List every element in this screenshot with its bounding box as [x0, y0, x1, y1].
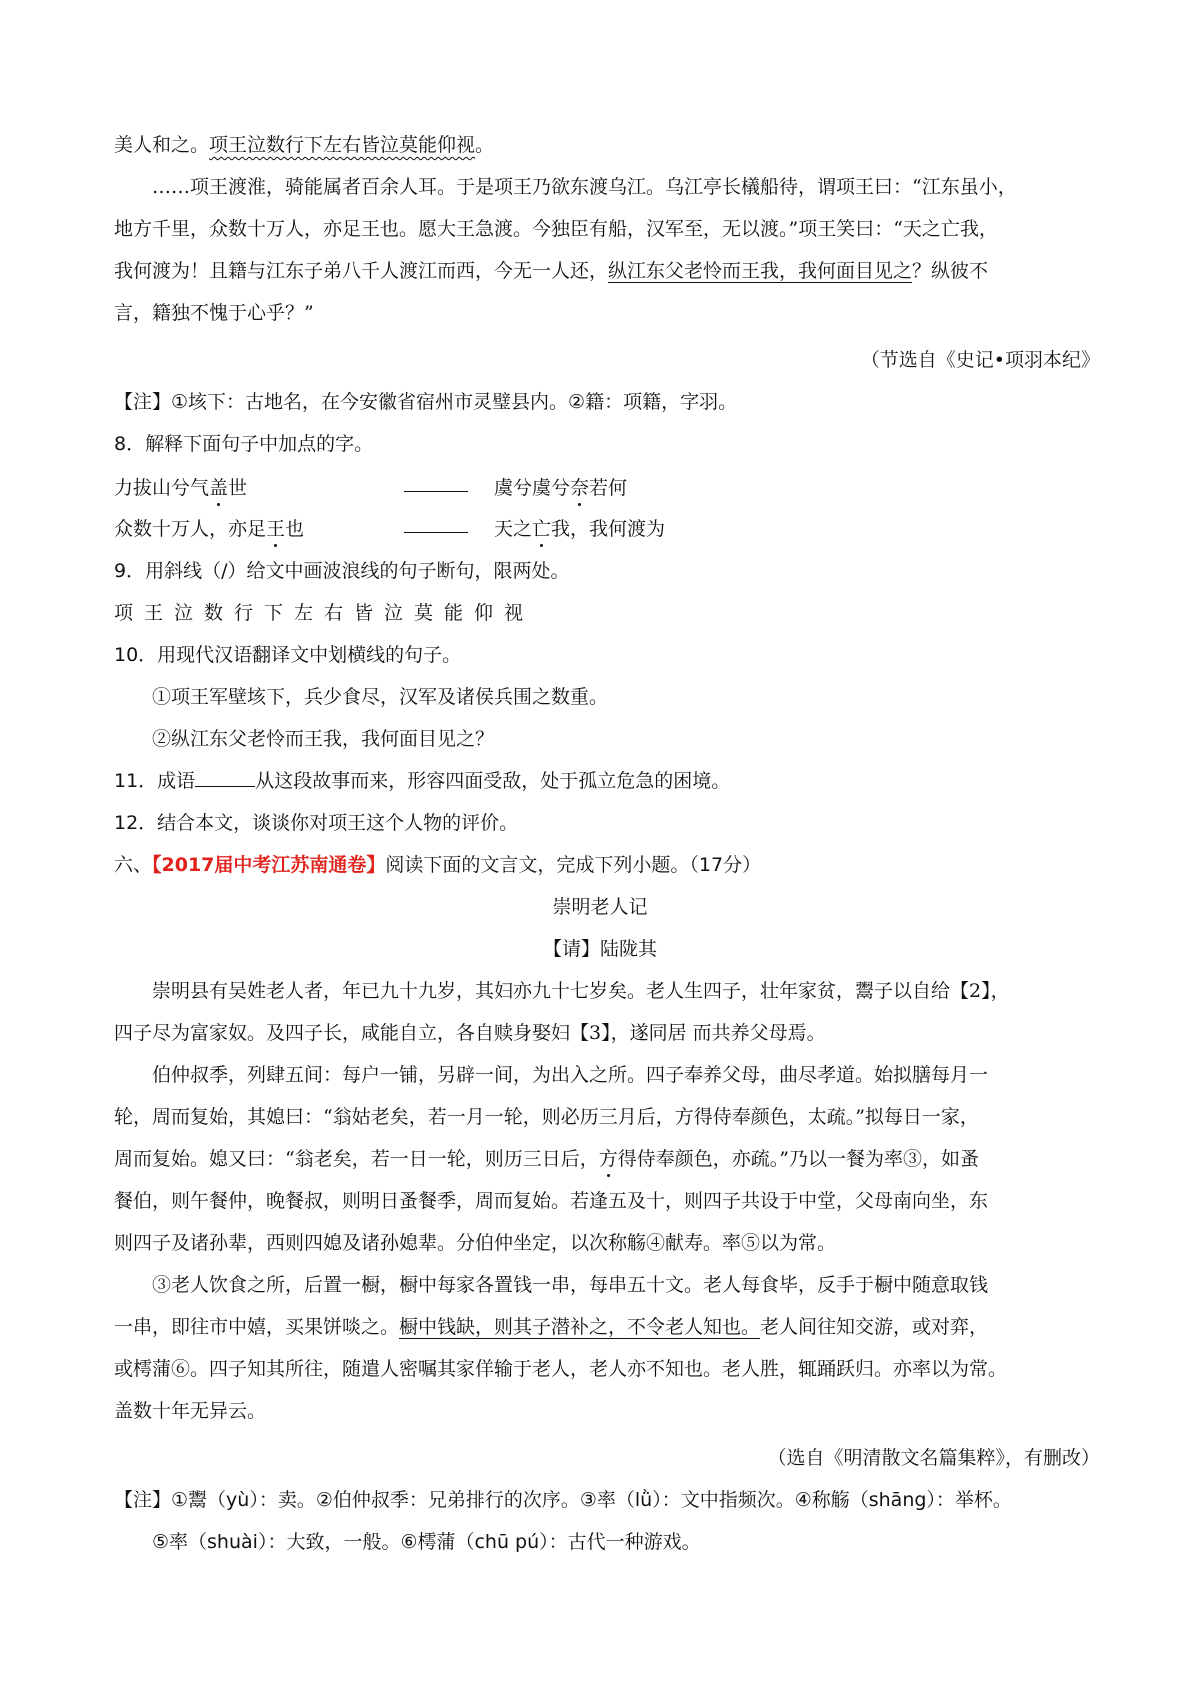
passage2-line-1: 崇明县有吴姓老人者，年已九十九岁，其妇亦九十七岁矣。老人生四子，壮年家贫，鬻子以自给【2】，: [152, 980, 1010, 1002]
passage1-line-2: ……项王渡淮，骑能属者百余人耳。于是项王乃欲东渡乌江。乌江亭长檥船待，谓项王曰：“江东虽小，: [152, 176, 1017, 198]
dotted-char: 奈: [570, 477, 590, 499]
passage2-source: （选自《明清散文名篇集粹》，有删改）: [767, 1447, 1100, 1469]
passage1-source: （节选自《史记•项羽本纪》: [860, 349, 1100, 371]
passage2-line-5: [114, 1144, 979, 1174]
answer-blank[interactable]: [404, 473, 468, 492]
underlined-sentence: 橱中钱缺，则其子潜补之，不令老人知也。: [399, 1316, 761, 1338]
question-12: 12．结合本文，谈谈你对项王这个人物的评价。: [114, 812, 519, 834]
passage2-line-3: 伯仲叔季，列肆五间：每户一铺，另辟一间，为出入之所。四子奉养父母，曲尽孝道。始拟膳每月一: [152, 1064, 989, 1086]
passage2-text: 老人间往知交游，或对弈，: [760, 1316, 989, 1338]
question-11: [114, 766, 730, 796]
question-10-sentence-1: ①项王军壁垓下，兵少食尽，汉军及诸侯兵围之数重。: [152, 686, 609, 708]
q8-item-3: [114, 514, 304, 544]
dotted-char: 盖: [209, 477, 229, 499]
question-9-sentence: 项王泣数行下左右皆泣莫能仰视: [114, 602, 535, 624]
q8-item-1: [114, 473, 247, 503]
section-6-heading: [114, 850, 761, 880]
passage2-text: 得侍奉颜色，亦疏。”乃以一餐为率③，如蚤: [617, 1148, 979, 1170]
answer-blank[interactable]: [195, 768, 255, 787]
q8-item-4: [494, 514, 665, 544]
q8-item-text: 众数十万人，亦足: [114, 518, 267, 540]
question-8-title: 8．解释下面句子中加点的字。: [114, 433, 374, 455]
passage1-note: 【注】①垓下：古地名，在今安徽省宿州市灵璧县内。②籍：项籍，字羽。: [114, 391, 738, 413]
question-10-sentence-2: ②纵江东父老怜而王我，我何面目见之？: [152, 728, 495, 750]
passage2-title: 崇明老人记: [552, 896, 648, 918]
passage2-text: 周而复始。媳又曰：“翁老矣，若一日一轮，则历三日后，: [114, 1148, 599, 1170]
passage2-line-9: [114, 1312, 988, 1342]
passage2-line-4: 轮，周而复始，其媳曰：“翁姑老矣，若一月一轮，则必历三月后，方得侍奉颜色，太疏。”拟每日一家，: [114, 1106, 979, 1128]
passage1-text: ？纵彼不: [912, 260, 989, 282]
passage2-line-8: ③老人饮食之所，后置一橱，橱中每家各置钱一串，每串五十文。老人每食毕，反手于橱中随意取钱: [152, 1274, 989, 1296]
dotted-char: 亡: [532, 518, 552, 540]
q8-item-text: 世: [228, 477, 248, 499]
passage2-note-1: 【注】①鬻（yù）：卖。②伯仲叔季：兄弟排行的次序。③率（lǜ）：文中指频次。④称觞（shāng）：举杯。: [114, 1489, 1012, 1511]
q11-text: 11．成语: [114, 770, 196, 792]
answer-blank[interactable]: [404, 514, 468, 533]
q8-item-text: 若何: [589, 477, 628, 499]
passage1-text: 。: [475, 134, 495, 156]
question-9-title: 9．用斜线（/）给文中画波浪线的句子断句，限两处。: [114, 560, 570, 582]
q8-item-text: 虞兮虞兮: [494, 477, 571, 499]
passage2-line-11: 盖数十年无异云。: [114, 1400, 267, 1422]
underlined-sentence: 纵江东父老怜而王我，我何面目见之: [608, 260, 913, 282]
q11-text: 从这段故事而来，形容四面受敌，处于孤立危急的困境。: [255, 770, 731, 792]
passage1-text: 美人和之。: [114, 134, 210, 156]
q8-item-text: 也: [285, 518, 305, 540]
passage1-line-1: [114, 130, 494, 160]
exam-source-tag: 【2017届中考江苏南通卷】: [152, 854, 386, 876]
q8-item-text: 天之: [494, 518, 533, 540]
dotted-char: 王: [266, 518, 286, 540]
section-instruction: 阅读下面的文言文，完成下列小题。（17分）: [385, 854, 762, 876]
q8-item-text: 我，我何渡为: [551, 518, 666, 540]
passage2-note-2: ⑤率（shuài）：大致，一般。⑥樗蒲（chū pú）：古代一种游戏。: [152, 1531, 701, 1553]
passage1-text: 我何渡为！且籍与江东子弟八千人渡江而西，今无一人还，: [114, 260, 609, 282]
passage1-line-4: [114, 256, 988, 286]
question-10-title: 10．用现代汉语翻译文中划横线的句子。: [114, 644, 462, 666]
section-number: 六、: [114, 854, 153, 876]
q8-item-text: 力拔山兮气: [114, 477, 210, 499]
passage2-line-2: 四子尽为富家奴。及四子长，咸能自立，各自赎身娶妇【3】，遂同居 而共养父母焉。: [114, 1022, 826, 1044]
dotted-char: 方: [598, 1148, 618, 1170]
passage2-line-7: 则四子及诸孙辈，西则四媳及诸孙媳辈。分伯仲坐定，以次称觞④献寿。率⑤以为常。: [114, 1232, 837, 1254]
wavy-underlined-sentence: 项王泣数行下左右皆泣莫能仰视: [209, 134, 476, 156]
passage1-line-5: 言，籍独不愧于心乎？”: [114, 302, 314, 324]
q8-item-2: [494, 473, 627, 503]
passage2-text: 一串，即往市中嬉，买果饼啖之。: [114, 1316, 400, 1338]
passage1-line-3: 地方千里，众数十万人，亦足王也。愿大王急渡。今独臣有船，汉军至，无以渡。”项王笑曰：“天之亡我，: [114, 218, 998, 240]
passage2-author: 【请】陆陇其: [542, 938, 657, 960]
passage2-line-6: 餐伯，则午餐仲，晚餐叔，则明日蚤餐季，周而复始。若逢五及十，则四子共设于中堂，父母南向坐，东: [114, 1190, 989, 1212]
passage2-line-10: 或樗蒲⑥。四子知其所往，随遣人密嘱其家佯输于老人，老人亦不知也。老人胜，辄踊跃归。亦率以为常。: [114, 1358, 1008, 1380]
